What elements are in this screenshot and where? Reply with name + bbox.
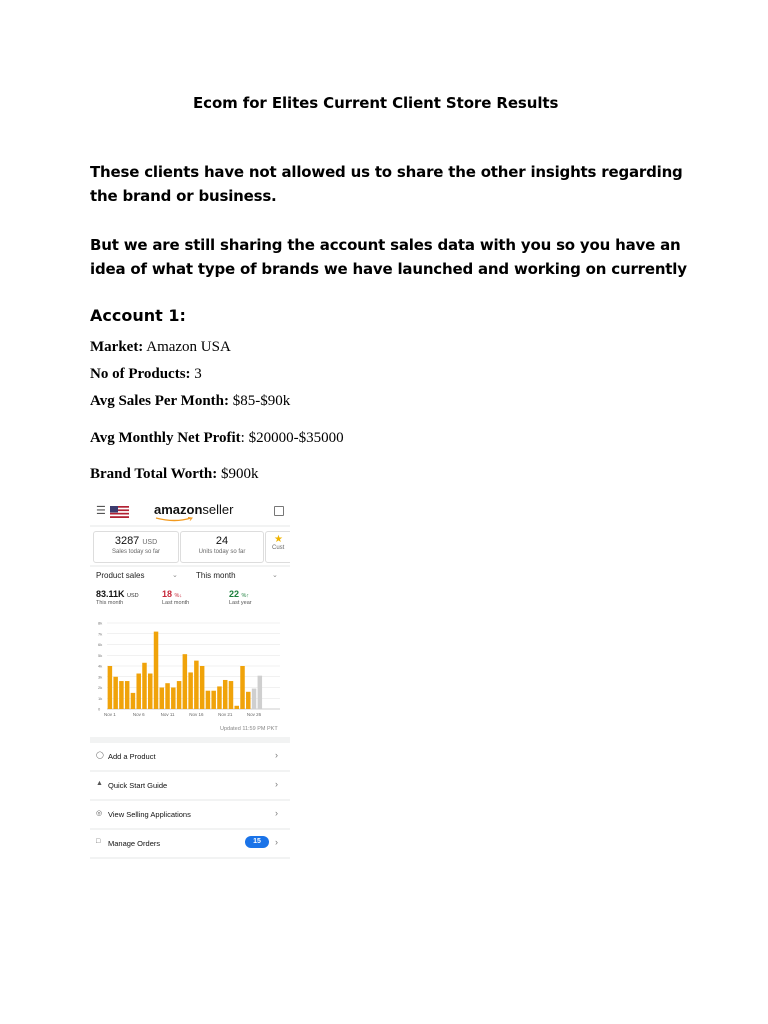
- star-icon: ★: [274, 534, 283, 545]
- x-tick-label: Nov 26: [246, 712, 262, 717]
- logo-text-light: seller: [202, 502, 234, 517]
- stat-value: 22: [229, 589, 240, 599]
- intro-paragraph: These clients have not allowed us to share the other insights regarding the brand or business.: [90, 163, 683, 205]
- y-tick-label: 0: [98, 706, 101, 712]
- chart-bar[interactable]: [206, 691, 211, 709]
- chart-bar[interactable]: [142, 663, 147, 709]
- chart-bar[interactable]: [252, 689, 256, 709]
- menu-item-label: Quick Start Guide: [108, 781, 168, 790]
- chart-bar[interactable]: [165, 683, 170, 709]
- chart-bar[interactable]: [258, 676, 263, 709]
- field-label: Brand Total Worth:: [90, 466, 218, 482]
- tile-caption: Cust: [272, 545, 285, 551]
- chart-bar[interactable]: [108, 666, 113, 709]
- chevron-right-icon: ›: [275, 837, 278, 847]
- chevron-down-icon[interactable]: ⌄: [172, 572, 178, 579]
- field-value: : $20000-$35000: [240, 430, 344, 446]
- menu-item-label: View Selling Applications: [108, 810, 191, 819]
- field-value: $85-$90k: [229, 393, 291, 409]
- y-tick-label: 2k: [98, 685, 103, 690]
- chevron-right-icon: ›: [275, 750, 278, 760]
- seller-app-screenshot: [90, 497, 290, 859]
- chart-bar[interactable]: [229, 681, 234, 709]
- chart-bar[interactable]: [136, 674, 141, 709]
- updated-timestamp: Updated 11:59 PM PKT: [220, 726, 278, 732]
- y-tick-label: 1k: [98, 695, 103, 701]
- stat-caption: This month: [96, 600, 124, 606]
- chart-bar[interactable]: [131, 693, 136, 709]
- today-tiles: [90, 527, 290, 565]
- box-icon: □: [96, 838, 101, 845]
- menu-item-quick-start[interactable]: [90, 772, 290, 799]
- menu-item-label: Add a Product: [108, 752, 156, 761]
- field-brand-worth: [90, 466, 259, 483]
- stat-caption: Last year: [229, 600, 252, 606]
- chart-bar[interactable]: [160, 688, 165, 710]
- y-tick-label: 6k: [98, 642, 103, 647]
- chart-bar[interactable]: [183, 654, 188, 709]
- chevron-right-icon: ›: [275, 808, 278, 818]
- y-tick-label: 4k: [98, 663, 103, 669]
- chart-bar[interactable]: [125, 681, 129, 709]
- amazon-seller-logo: [154, 502, 233, 517]
- stat-suffix: %↑: [241, 593, 250, 599]
- y-tick-label: 8k: [98, 620, 103, 626]
- stat-suffix: USD: [127, 593, 139, 599]
- menu-item-add-product[interactable]: [90, 743, 290, 770]
- eye-icon: ◎: [96, 810, 103, 817]
- us-flag-icon[interactable]: [110, 506, 129, 518]
- logo-text-bold: amazon: [154, 502, 203, 517]
- menu-item-label: Manage Orders: [108, 839, 161, 848]
- chart-bar[interactable]: [211, 691, 216, 709]
- chart-bar[interactable]: [177, 681, 182, 709]
- x-tick-label: Nov 11: [160, 712, 175, 717]
- field-label: Avg Monthly Net Profit: [90, 430, 241, 446]
- chart-bar[interactable]: [154, 632, 159, 709]
- y-tick-label: 7k: [98, 631, 103, 637]
- account-heading: Account 1:: [90, 306, 186, 325]
- customer-tile[interactable]: [265, 531, 290, 563]
- x-tick-label: Nov 6: [132, 712, 145, 717]
- field-net-profit: [90, 430, 344, 447]
- app-top-bar: [90, 497, 290, 525]
- field-products: [90, 366, 202, 383]
- chart-bar[interactable]: [223, 680, 228, 709]
- tile-value: 24: [215, 535, 229, 547]
- chart-bar[interactable]: [235, 706, 240, 709]
- document-title: Ecom for Elites Current Client Store Results: [193, 94, 559, 112]
- stat-suffix: %↓: [174, 593, 183, 599]
- chart-bar[interactable]: [217, 686, 222, 709]
- field-market: [90, 339, 231, 356]
- scan-icon[interactable]: [274, 506, 284, 516]
- tag-icon: ◯: [96, 752, 104, 759]
- stat-last-year: [229, 589, 249, 599]
- tile-unit: USD: [142, 539, 158, 546]
- field-avg-sales: [90, 393, 290, 410]
- hamburger-menu-icon[interactable]: ☰: [96, 505, 106, 517]
- field-label: No of Products:: [90, 366, 191, 382]
- chart-bar[interactable]: [188, 672, 193, 709]
- tile-caption: Units today so far: [198, 549, 246, 555]
- metric-select[interactable]: Product sales: [96, 571, 145, 580]
- chart-bar[interactable]: [119, 681, 124, 709]
- chart-bar[interactable]: [171, 688, 176, 710]
- field-value: Amazon USA: [143, 339, 231, 355]
- x-tick-label: Nov 16: [189, 712, 204, 717]
- graduation-cap-icon: ▲: [96, 780, 103, 787]
- stat-this-month: [96, 589, 139, 599]
- chevron-down-icon[interactable]: ⌄: [272, 572, 278, 579]
- chart-bar[interactable]: [240, 666, 245, 709]
- field-label: Market:: [90, 339, 144, 355]
- sales-bar-chart: [90, 617, 290, 725]
- tile-value: 3287: [114, 535, 140, 547]
- chart-bar[interactable]: [200, 666, 205, 709]
- stat-caption: Last month: [162, 600, 190, 606]
- y-tick-label: 3k: [98, 674, 103, 680]
- tile-caption: Sales today so far: [111, 549, 161, 555]
- x-tick-label: Nov 1: [103, 712, 116, 717]
- chart-bar[interactable]: [113, 677, 118, 709]
- menu-item-selling-applications[interactable]: [90, 801, 290, 828]
- orders-count-badge: 15: [245, 836, 269, 848]
- field-value: $900k: [217, 466, 259, 482]
- sales-today-tile[interactable]: [93, 531, 179, 563]
- field-value: 3: [190, 366, 202, 382]
- stat-last-month: [162, 589, 182, 599]
- chart-bar[interactable]: [148, 674, 153, 709]
- chart-bar[interactable]: [194, 661, 199, 709]
- chevron-right-icon: ›: [275, 779, 278, 789]
- y-tick-label: 5k: [98, 652, 103, 658]
- menu-item-manage-orders[interactable]: [90, 830, 290, 857]
- chart-bar[interactable]: [246, 692, 251, 709]
- units-today-tile[interactable]: [180, 531, 264, 563]
- field-label: Avg Sales Per Month:: [90, 393, 230, 409]
- stat-value: 83.11K: [96, 589, 125, 599]
- stat-value: 18: [162, 589, 173, 599]
- period-select[interactable]: This month: [196, 571, 236, 580]
- smile-logo-icon: [155, 517, 195, 522]
- x-tick-label: Nov 21: [218, 712, 233, 717]
- sharing-paragraph: But we are still sharing the account sales data with you so you have an idea of what type of brands we have launched and working on currently: [90, 236, 687, 278]
